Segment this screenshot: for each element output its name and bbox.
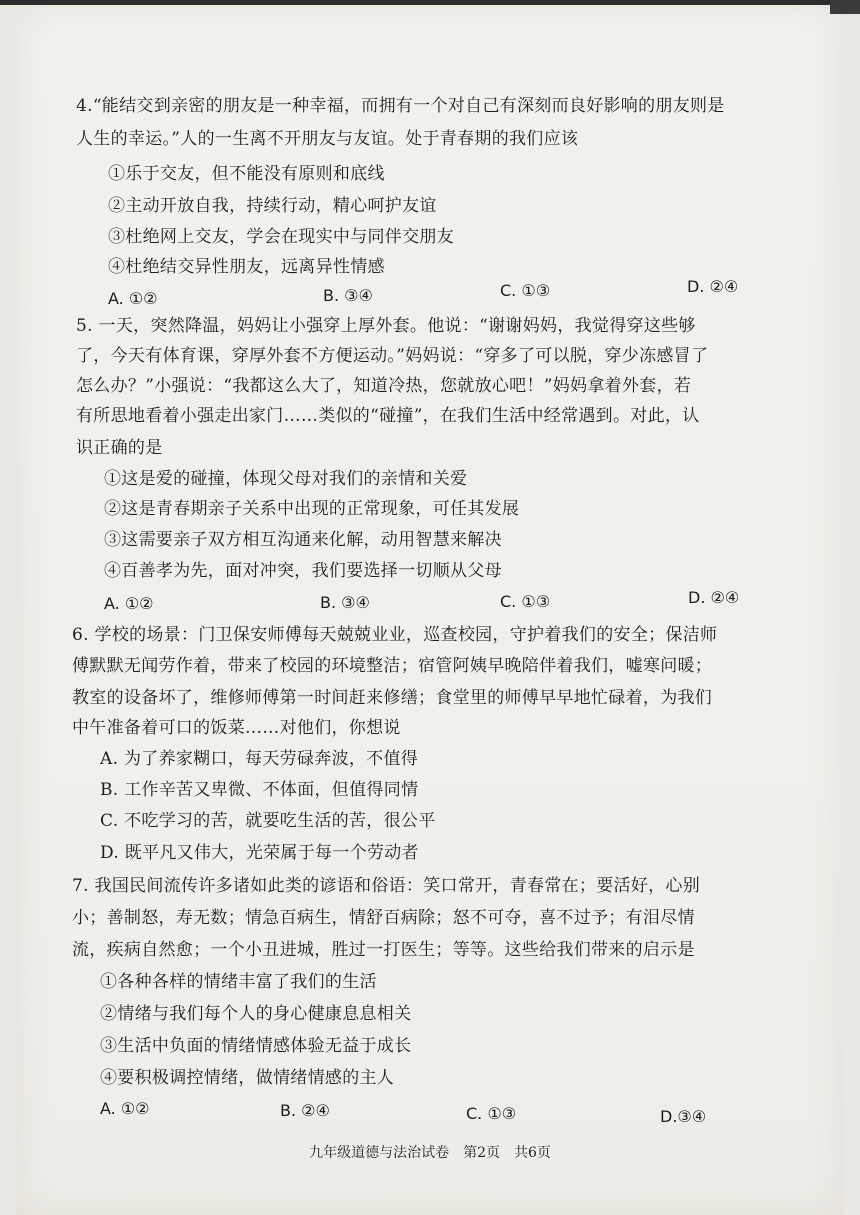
q6-stem-line-1: 6. 学校的场景：门卫保安师傅每天兢兢业业，巡查校园，守护着我们的安全；保洁师 (72, 625, 718, 645)
q7-option-c[interactable]: C. ①③ (466, 1104, 517, 1123)
q6-stem-line-2: 傅默默无闻劳作着，带来了校园的环境整洁；宿管阿姨早晚陪伴着我们，嘘寒问暖； (72, 656, 713, 676)
q4-item-1: ①乐于交友，但不能没有原则和底线 (108, 164, 385, 184)
q7-item-4: ④要积极调控情绪，做情绪情感的主人 (100, 1068, 395, 1088)
q7-item-2: ②情绪与我们每个人的身心健康息息相关 (100, 1004, 412, 1024)
q7-stem-line-2: 小；善制怒，寿无数；情急百病生，情舒百病除；怒不可夺，喜不过予；有泪尽情 (72, 908, 695, 928)
q6-stem-line-3: 教室的设备坏了，维修师傅第一时间赶来修缮；食堂里的师傅早早地忙碌着，为我们 (72, 688, 713, 708)
page-footer: 九年级道德与法治试卷 第2页 共6页 (309, 1145, 551, 1161)
q4-stem-line-2: 人生的幸运。”人的一生离不开朋友与友谊。处于青春期的我们应该 (76, 129, 579, 149)
q4-item-4: ④杜绝结交异性朋友，远离异性情感 (108, 257, 385, 277)
scan-top-edge (0, 0, 860, 5)
q4-item-3: ③杜绝网上交友，学会在现实中与同伴交朋友 (108, 227, 454, 247)
q4-option-c[interactable]: C. ①③ (500, 281, 551, 300)
q5-item-4: ④百善孝为先，面对冲突，我们要选择一切顺从父母 (104, 561, 502, 581)
q5-item-2: ②这是青春期亲子关系中出现的正常现象，可任其发展 (104, 499, 520, 519)
q6-option-a[interactable]: A. 为了养家糊口，每天劳碌奔波，不值得 (100, 749, 419, 769)
q7-item-3: ③生活中负面的情绪情感体验无益于成长 (100, 1036, 412, 1056)
q5-stem-line-2: 了，今天有体育课，穿厚外套不方便运动。”妈妈说：“穿多了可以脱，穿少冻感冒了 (76, 346, 709, 366)
q4-item-2: ②主动开放自我，持续行动，精心呵护友谊 (108, 196, 437, 216)
q7-option-b[interactable]: B. ②④ (280, 1101, 330, 1120)
q7-option-a[interactable]: A. ①② (100, 1099, 150, 1118)
q5-stem-line-1: 5. 一天，突然降温，妈妈让小强穿上厚外套。他说：“谢谢妈妈，我觉得穿这些够 (76, 316, 696, 336)
q5-option-c[interactable]: C. ①③ (500, 592, 551, 611)
q5-stem-line-4: 有所思地看着小强走出家门……类似的“碰撞”，在我们生活中经常遇到。对此，认 (76, 406, 700, 426)
q4-option-b[interactable]: B. ③④ (323, 286, 373, 305)
q7-option-d[interactable]: D.③④ (660, 1107, 707, 1126)
q6-stem-line-4: 中午准备着可口的饭菜……对他们，你想说 (72, 718, 401, 738)
q6-option-d[interactable]: D. 既平凡又伟大，光荣属于每一个劳动者 (100, 843, 419, 863)
q7-item-1: ①各种各样的情绪丰富了我们的生活 (100, 972, 377, 992)
q5-option-a[interactable]: A. ①② (104, 594, 154, 613)
q4-stem-line-1: 4.“能结交到亲密的朋友是一种幸福，而拥有一个对自己有深刻而良好影响的朋友则是 (76, 96, 725, 116)
q5-stem-line-5: 识正确的是 (76, 438, 163, 458)
q7-stem-line-3: 流，疾病自然愈；一个小丑进城，胜过一打医生；等等。这些给我们带来的启示是 (72, 940, 695, 960)
q5-option-b[interactable]: B. ③④ (320, 593, 370, 612)
q5-stem-line-3: 怎么办？”小强说：“我都这么大了，知道冷热，您就放心吧！”妈妈拿着外套，若 (76, 376, 692, 396)
q5-option-d[interactable]: D. ②④ (688, 588, 740, 607)
q4-option-d[interactable]: D. ②④ (687, 277, 739, 296)
q5-item-3: ③这需要亲子双方相互沟通来化解，动用智慧来解决 (104, 530, 502, 550)
q5-item-1: ①这是爱的碰撞，体现父母对我们的亲情和关爱 (104, 469, 468, 489)
scan-corner-shadow (830, 0, 860, 14)
q4-option-a[interactable]: A. ①② (108, 289, 158, 308)
q7-stem-line-1: 7. 我国民间流传许多诸如此类的谚语和俗语：笑口常开，青春常在；要活好，心别 (72, 876, 701, 896)
q6-option-b[interactable]: B. 工作辛苦又卑微、不体面，但值得同情 (100, 780, 419, 800)
q6-option-c[interactable]: C. 不吃学习的苦，就要吃生活的苦，很公平 (100, 811, 436, 831)
